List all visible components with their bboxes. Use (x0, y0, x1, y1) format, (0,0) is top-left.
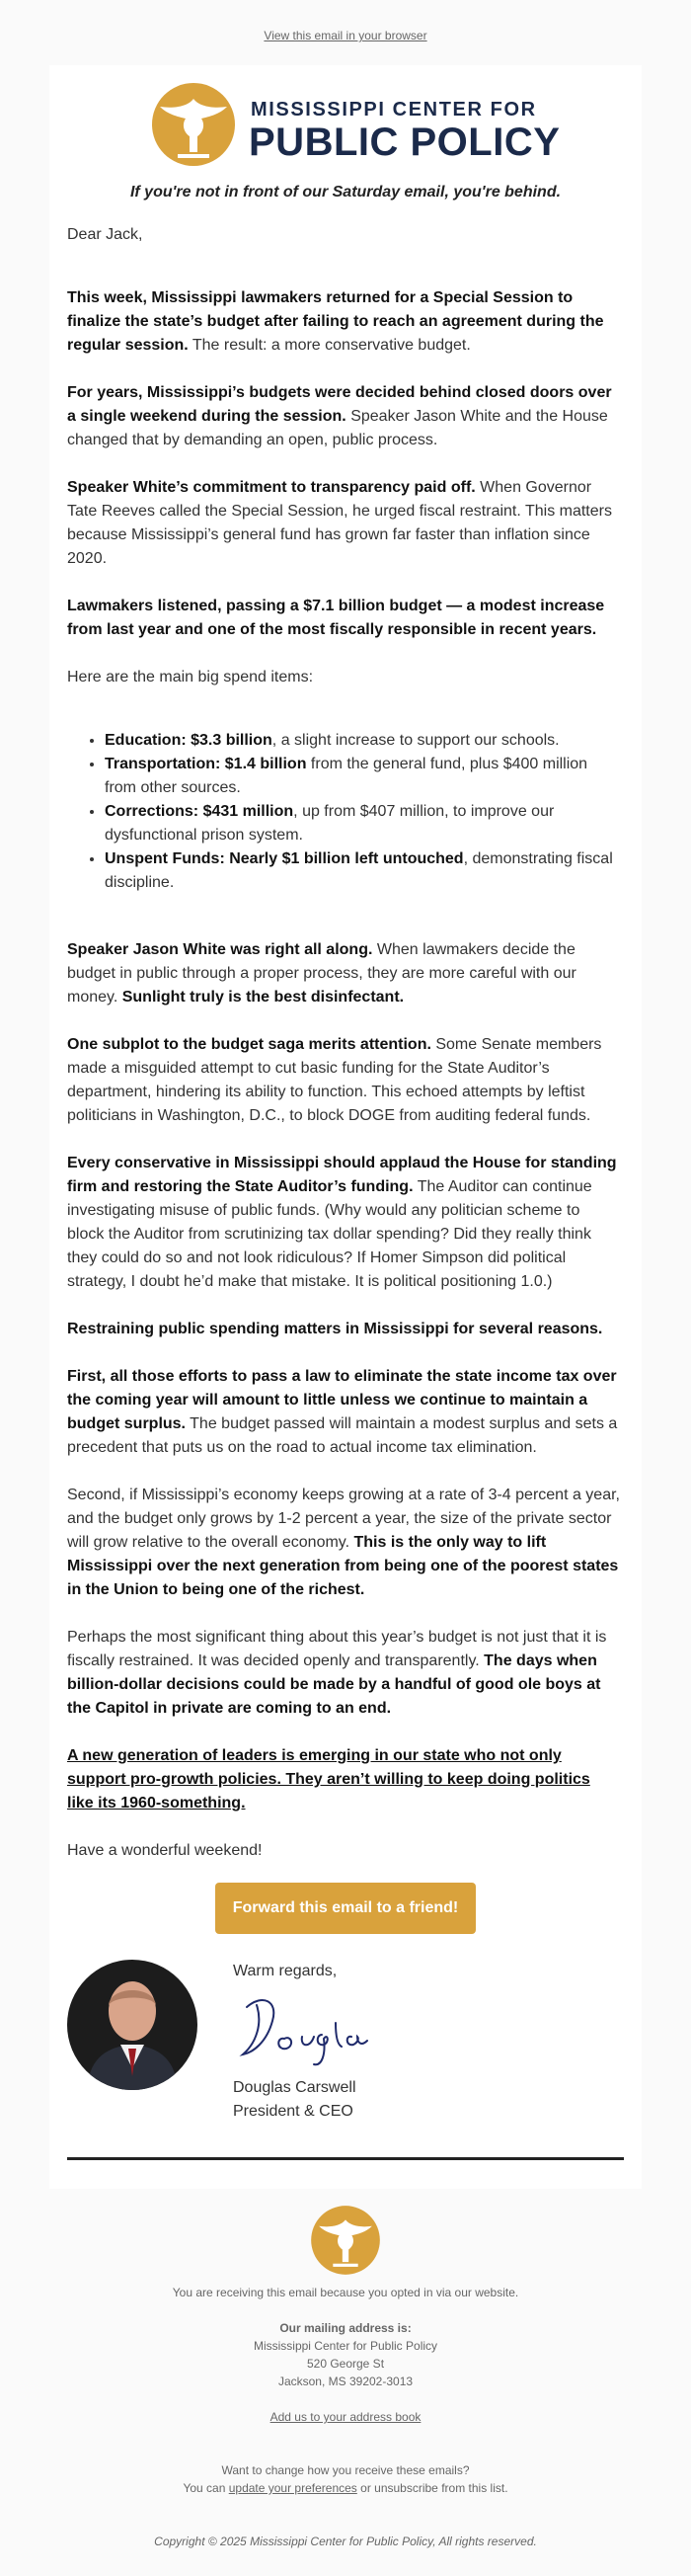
list-item-text: , demonstrating fiscal discipline. (105, 850, 613, 891)
footer (0, 2203, 691, 2550)
paragraph-8-bold: Every conservative in Mississippi should applaud the House for standing firm and restoring the State Auditor’s funding. (67, 1155, 617, 1195)
list-item-bold: Transportation: $1.4 billion (105, 756, 307, 772)
regards-text: Warm regards, (233, 1963, 338, 1979)
paragraph-12-text: Perhaps the most significant thing about this year’s budget is not just that it is fiscally restrained. It was decided openly and transparently. (67, 1629, 607, 1669)
logo-line-1: MISSISSIPPI CENTER FOR (251, 99, 537, 121)
list-item (105, 753, 620, 800)
paragraph-4-bold: Lawmakers listened, passing a $7.1 billion budget — a modest increase from last year and one of the most fiscally responsible in recent years. (67, 598, 605, 638)
address-book-row (0, 2408, 691, 2426)
paragraph-8 (67, 1152, 620, 1294)
mcpp-logo[interactable] (148, 79, 561, 168)
forward-email-button[interactable]: Forward this email to a friend! (215, 1883, 476, 1934)
footer-eagle-icon (308, 2203, 383, 2278)
eagle-emblem-icon (148, 79, 243, 168)
paragraph-8-text: The Auditor can continue investigating misuse of public funds. (Why would any politician scheme to block the Auditor from scrutinizing tax dollar spending? Did they really think they could do so and not look ridiculous? If Homer Simpson did political strategy, I doubt he’d make that mistake. It is political positioning 1.0.) (67, 1178, 592, 1290)
email-body (67, 223, 620, 1887)
add-address-book-link[interactable]: Add us to your address book (269, 2410, 422, 2424)
address-city: Jackson, MS 39202-3013 (277, 2375, 414, 2388)
paragraph-10-bold: First, all those efforts to pass a law to eliminate the state income tax over the coming year will amount to little unless we continue to maintain a budget surplus. (67, 1368, 617, 1432)
list-item (105, 847, 620, 895)
email-card (49, 65, 642, 2189)
logo-line-2: PUBLIC POLICY (249, 121, 561, 164)
paragraph-5: Here are the main big spend items: (67, 669, 314, 685)
paragraph-9-bold: Restraining public spending matters in Mississippi for several reasons. (67, 1321, 603, 1337)
paragraph-6-bold-2: Sunlight truly is the best disinfectant. (121, 989, 405, 1006)
list-item-bold: Education: $3.3 billion (105, 732, 272, 749)
paragraph-7-bold: One subplot to the budget saga merits attention. (67, 1036, 431, 1053)
paragraph-1-text: The result: a more conservative budget. (188, 337, 471, 354)
paragraph-6-bold: Speaker Jason White was right all along. (67, 941, 373, 958)
spend-items-list (67, 729, 620, 895)
list-item (105, 729, 620, 753)
paragraph-3-text: When Governor Tate Reeves called the Special Session, he urged fiscal restraint. This matters because Mississippi’s general fund has grown far faster than inflation since 2020. (67, 479, 612, 567)
unsubscribe-text[interactable]: or unsubscribe from this list. (356, 2481, 508, 2495)
list-item-text: from the general fund, plus $400 million from other sources. (105, 756, 588, 796)
paragraph-13-underlined: A new generation of leaders is emerging in our state who not only support pro-growth policies. They aren’t willing to keep doing politics like its 1960-something. (67, 1747, 590, 1811)
view-in-browser-bar (0, 0, 691, 65)
paragraph-1 (67, 286, 620, 358)
list-item-bold: Corrections: $431 million (105, 803, 294, 820)
view-in-browser-link[interactable]: View this email in your browser (264, 29, 427, 42)
copyright: Copyright © 2025 Mississippi Center for Public Policy, All rights reserved. (154, 2535, 537, 2548)
greeting: Dear Jack, (67, 226, 143, 243)
paragraph-10-text: The budget passed will maintain a modest surplus and sets a precedent that puts us on the road to actual income tax elimination. (67, 1415, 618, 1456)
signer-name: Douglas Carswell (233, 2079, 356, 2096)
paragraph-9 (67, 1318, 620, 1341)
optin-text: You are receiving this email because you opted in via our website. (172, 2286, 519, 2299)
paragraph-12-bold: The days when billion-dollar decisions could be made by a handful of good ole boys at the Capitol in private are coming to an end. (67, 1652, 601, 1717)
paragraph-12 (67, 1626, 620, 1721)
paragraph-6-text: When lawmakers decide the budget in public through a proper process, they are more careful with our money. (67, 941, 576, 1006)
list-item (105, 800, 620, 847)
change-question: Want to change how you receive these emails? (221, 2463, 470, 2477)
address-org: Mississippi Center for Public Policy (253, 2339, 438, 2353)
paragraph-6 (67, 938, 620, 1009)
you-can-text: You can (183, 2481, 229, 2495)
paragraph-11-bold: This is the only way to lift Mississippi over the next generation from being one of the poorest states in the Union to being one of the richest. (67, 1534, 619, 1598)
address-title: Our mailing address is: (279, 2321, 412, 2335)
signer-block (233, 2076, 356, 2124)
paragraph-2 (67, 381, 620, 452)
paragraph-1-bold: This week, Mississippi lawmakers returned for a Special Session to finalize the state’s budget after failing to reach an agreement during the regular session. (67, 289, 604, 354)
portrait-image (67, 1960, 197, 2090)
paragraph-14: Have a wonderful weekend! (67, 1842, 263, 1859)
list-item-bold: Unspent Funds: Nearly $1 billion left untouched (105, 850, 464, 867)
paragraph-7-text: Some Senate members made a misguided attempt to cut basic funding for the State Auditor’s department, hindering its ability to function. This echoed attempts by leftist politicians in Washington, D.C., to block DOGE from auditing federal funds. (67, 1036, 602, 1124)
paragraph-3 (67, 476, 620, 571)
paragraph-2-text: Speaker Jason White and the House changed that by demanding an open, public process. (67, 408, 608, 448)
paragraph-7 (67, 1033, 620, 1128)
paragraph-11-text: Second, if Mississippi’s economy keeps growing at a rate of 3-4 percent a year, and the budget only grows by 1-2 percent a year, the size of the private sector will grow relative to the overall economy. (67, 1487, 620, 1551)
list-item-text: , up from $407 million, to improve our dysfunctional prison system. (105, 803, 555, 844)
paragraph-13 (67, 1744, 620, 1815)
tagline: If you're not in front of our Saturday email, you're behind. (129, 184, 562, 201)
signer-title: President & CEO (233, 2103, 353, 2120)
preferences-row (0, 2479, 691, 2497)
update-preferences-link[interactable]: update your preferences (228, 2481, 357, 2495)
avatar (67, 1960, 197, 2090)
paragraph-3-bold: Speaker White’s commitment to transparency paid off. (67, 479, 476, 496)
divider (67, 2157, 624, 2160)
address-street: 520 George St (306, 2357, 385, 2371)
list-item-text: , a slight increase to support our schools. (271, 732, 560, 749)
paragraph-2-bold: For years, Mississippi’s budgets were decided behind closed doors over a single weekend during the session. (67, 384, 612, 425)
paragraph-11 (67, 1484, 620, 1602)
paragraph-4 (67, 595, 620, 642)
paragraph-10 (67, 1365, 620, 1460)
